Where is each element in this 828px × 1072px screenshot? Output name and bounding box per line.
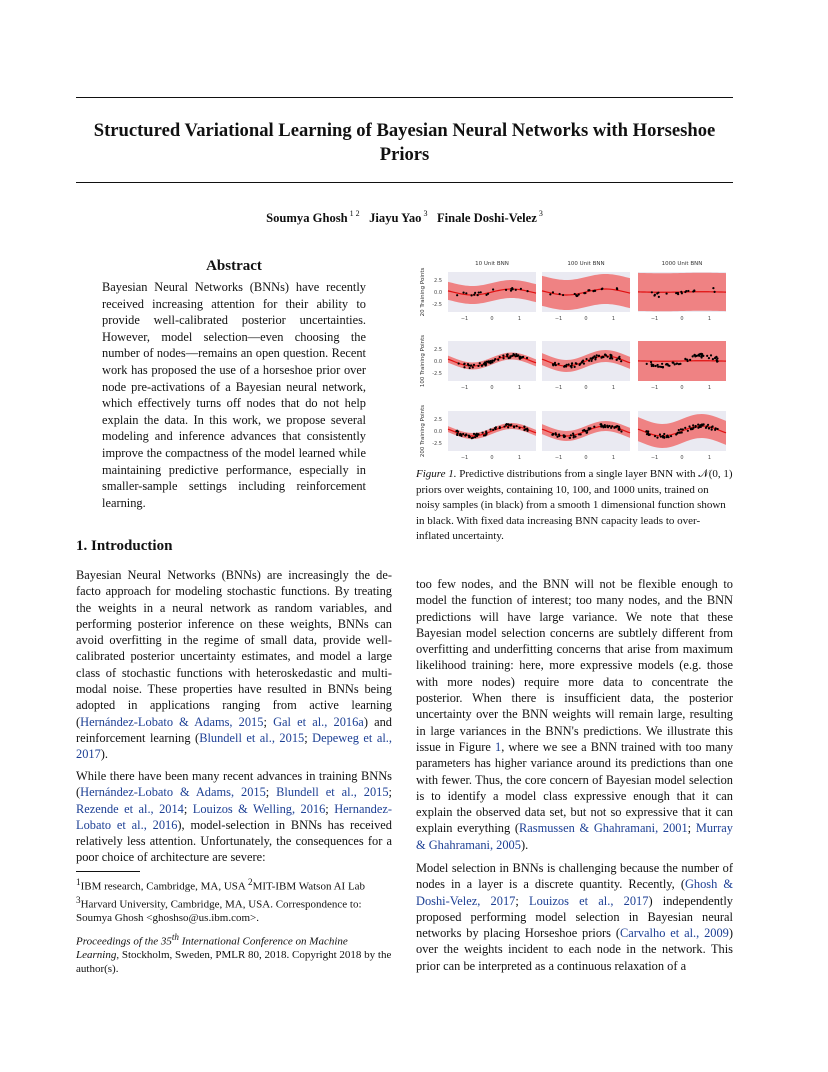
training-point <box>668 365 670 367</box>
training-point <box>595 356 597 358</box>
training-point <box>489 360 491 362</box>
training-point <box>472 366 474 368</box>
citation-link[interactable]: Ghosh & Doshi-Velez, 2017 <box>416 877 734 908</box>
intro-paragraph-2: While there have been many recent advances in training BNNs (Hernández-Lobato & Adams, 2015; Blundell et al., 2015; Rezende et al., 2014; Louizos & Welling, 2016; Hernandez-Lobato et al., 2016), model-selection in BNNs has received relatively less attention. Unfortunately, the consequences for a poor choice of architecture are severe: <box>76 769 392 865</box>
training-point <box>502 357 504 359</box>
training-point <box>684 358 686 360</box>
training-point <box>556 436 558 438</box>
training-point <box>714 357 716 359</box>
training-point <box>700 424 702 426</box>
training-point <box>658 296 660 298</box>
training-point <box>515 289 517 291</box>
x-tick-label: 0 <box>490 455 494 461</box>
training-point <box>523 426 525 428</box>
training-point <box>505 289 507 291</box>
training-point <box>651 291 653 293</box>
affiliation-footnote: $^1$IBM research, Cambridge, MA, USA $^2$MIT-IBM Watson AI Lab $^3$Harvard University, Cambridge, MA, USA. Correspondence to: Soumya Ghosh <ghoshso@us.ibm.com>. <box>76 877 366 925</box>
x-tick-label: 1 <box>707 455 712 461</box>
training-point <box>598 355 600 357</box>
training-point <box>573 436 575 438</box>
training-point <box>708 427 710 429</box>
author-name: Jiayu Yao <box>369 211 422 225</box>
training-point <box>462 433 464 435</box>
training-point <box>608 425 610 427</box>
training-point <box>586 429 588 431</box>
training-point <box>477 294 479 296</box>
training-point <box>700 356 702 358</box>
training-point <box>679 363 681 365</box>
training-point <box>465 433 467 435</box>
training-point <box>494 358 496 360</box>
citation-link[interactable]: Rasmussen & Ghahramani, 2001 <box>519 821 688 836</box>
training-point <box>509 424 511 426</box>
column-title: 10 Unit BNN <box>475 261 509 267</box>
training-point <box>476 435 478 437</box>
citation-link[interactable]: 1 <box>495 739 502 754</box>
training-point <box>463 363 465 365</box>
training-point <box>552 291 554 293</box>
abstract-heading: Abstract <box>206 258 262 274</box>
column-title: 1000 Unit BNN <box>661 261 703 267</box>
training-point <box>526 290 528 292</box>
training-point <box>678 429 680 431</box>
training-point <box>660 436 662 438</box>
training-point <box>665 363 667 365</box>
citation-link[interactable]: Blundell et al., 2015 <box>276 785 389 800</box>
training-point <box>563 436 565 438</box>
training-point <box>689 359 691 361</box>
training-point <box>712 358 714 360</box>
training-point <box>469 367 471 369</box>
training-point <box>590 360 592 362</box>
training-point <box>688 425 690 427</box>
training-point <box>562 294 564 296</box>
training-point <box>690 428 692 430</box>
training-point <box>518 427 520 429</box>
title-bottom-rule <box>76 182 733 183</box>
training-point <box>670 435 672 437</box>
training-point <box>570 434 572 436</box>
training-point <box>646 433 648 435</box>
training-point <box>618 356 620 358</box>
training-point <box>616 359 618 361</box>
footnote-rule <box>76 871 140 872</box>
training-point <box>602 426 604 428</box>
training-point <box>672 362 674 364</box>
training-point <box>589 357 591 359</box>
training-point <box>458 362 460 364</box>
training-point <box>654 435 656 437</box>
citation-link[interactable]: Depeweg et al., 2017 <box>76 730 393 762</box>
training-point <box>456 433 458 435</box>
training-point <box>506 423 508 425</box>
training-point <box>483 434 485 436</box>
training-point <box>513 354 515 356</box>
right-paragraph-2: Model selection in BNNs is challenging because the number of nodes in a layer is a discrete quantity. Recently, (Ghosh & Doshi-Velez, 2017; Louizos et al., 2017) independently proposed performing model selection in Bayesian neural networks by placing Horseshoe priors (Carvalho et al., 2009) over the weights incident to each node in the network. This prior can be interpreted as a continuous relaxation of a <box>416 861 734 973</box>
training-point <box>667 436 669 438</box>
training-point <box>591 357 593 359</box>
training-point <box>456 294 458 296</box>
training-point <box>614 426 616 428</box>
training-point <box>491 361 493 363</box>
training-point <box>579 363 581 365</box>
x-tick-label: −1 <box>554 316 563 322</box>
training-point <box>662 366 664 368</box>
training-point <box>485 294 487 296</box>
training-point <box>618 429 620 431</box>
training-point <box>486 361 488 363</box>
citation-link[interactable]: Carvalho et al., 2009 <box>619 926 729 941</box>
figure-1-svg <box>410 255 734 465</box>
x-tick-label: −1 <box>554 455 563 461</box>
training-point <box>695 425 697 427</box>
training-point <box>578 433 580 435</box>
y-tick-label: 2.5 <box>434 347 442 353</box>
training-point <box>697 427 699 429</box>
training-point <box>620 430 622 432</box>
training-point <box>687 290 689 292</box>
citation-link[interactable]: Hernandez-Lobato et al., 2016 <box>76 801 392 832</box>
x-tick-label: 1 <box>517 385 522 391</box>
training-point <box>474 436 476 438</box>
training-point <box>609 354 611 356</box>
training-point <box>516 425 518 427</box>
training-point <box>582 430 584 432</box>
citation-link[interactable]: Louizos & Welling, 2016 <box>192 801 326 816</box>
training-point <box>656 292 658 294</box>
training-point <box>485 363 487 365</box>
training-point <box>588 427 590 429</box>
x-tick-label: 0 <box>584 385 588 391</box>
training-point <box>710 354 712 356</box>
training-point <box>712 425 714 427</box>
training-point <box>526 357 528 359</box>
training-point <box>659 433 661 435</box>
training-point <box>681 292 683 294</box>
abstract-text: Bayesian Neural Networks (BNNs) have recently received increasing attention for their ability to provide well-calibrated posterior uncertainties. However, model selection—even choosing the number of nodes—remains an open question. Recent work has proposed the use of a horseshoe prior over node pre-activations of a Bayesian neural network, which effectively turns off nodes that do not help explain the data. In this work, we propose several modeling and inference advances that consistently improve the compactness of the model learned while maintaining predictive performance, especially in smaller-sample settings including reinforcement learning. <box>102 280 366 510</box>
proceedings-note: Proceedings of the 35th International Conference on Machine Learning, Stockholm, Sweden, PMLR 80, 2018. Copyright 2018 by the author(s). <box>76 932 392 975</box>
x-tick-label: −1 <box>650 455 659 461</box>
training-point <box>697 354 699 356</box>
training-point <box>481 365 483 367</box>
training-point <box>469 436 471 438</box>
x-tick-label: 1 <box>707 385 712 391</box>
paper-title: Structured Variational Learning of Bayesian Neural Networks with Horseshoe Priors <box>93 120 716 165</box>
x-tick-label: 0 <box>584 316 588 322</box>
training-point <box>457 431 459 433</box>
training-point <box>470 364 472 366</box>
training-point <box>675 292 677 294</box>
training-point <box>497 359 499 361</box>
training-point <box>677 293 679 295</box>
training-point <box>646 363 648 365</box>
training-point <box>716 359 718 361</box>
training-point <box>601 356 603 358</box>
y-tick-label: 0.0 <box>434 359 442 365</box>
training-point <box>467 363 469 365</box>
training-point <box>559 293 561 295</box>
training-point <box>656 436 658 438</box>
training-point <box>712 287 714 289</box>
citation-link[interactable]: Hernández-Lobato & Adams, 2015 <box>80 785 266 800</box>
training-point <box>652 364 654 366</box>
training-point <box>513 425 515 427</box>
training-point <box>478 291 480 293</box>
training-point <box>593 426 595 428</box>
training-point <box>574 366 576 368</box>
training-point <box>571 362 573 364</box>
citation-link[interactable]: Blundell et al., 2015 <box>199 730 305 745</box>
training-point <box>714 429 716 431</box>
training-point <box>610 427 612 429</box>
training-point <box>618 426 620 428</box>
training-point <box>585 358 587 360</box>
training-point <box>650 361 652 363</box>
x-tick-label: 1 <box>611 385 616 391</box>
training-point <box>706 355 708 357</box>
figure-1-caption: Figure 1. Predictive distributions from a single layer BNN with 𝒩(0, 1) priors over weights, containing 10, 100, and 1000 units, trained on noisy samples (in black) from a smooth 1 dimensional function shown in black. With fixed data increasing BNN capacity leads to over-inflated uncertainty. <box>416 468 733 542</box>
training-point <box>477 365 479 367</box>
training-point <box>687 430 689 432</box>
training-point <box>588 360 590 362</box>
training-point <box>554 362 556 364</box>
training-point <box>583 363 585 365</box>
row-label: 20 Training Points <box>420 267 426 317</box>
training-point <box>708 357 710 359</box>
author-name: Soumya Ghosh <box>266 211 348 225</box>
citation-link[interactable]: Hernández-Lobato & Adams, 2015 <box>80 714 264 729</box>
training-point <box>470 294 472 296</box>
training-point <box>717 428 719 430</box>
x-tick-label: 1 <box>707 316 712 322</box>
training-point <box>684 427 686 429</box>
x-tick-label: −1 <box>650 385 659 391</box>
training-point <box>616 287 618 289</box>
x-tick-label: 0 <box>680 316 684 322</box>
author-name: Finale Doshi-Velez <box>436 211 537 225</box>
training-point <box>519 357 521 359</box>
training-point <box>586 432 588 434</box>
training-point <box>686 360 688 362</box>
training-point <box>568 363 570 365</box>
training-point <box>474 292 476 294</box>
x-tick-label: 0 <box>680 455 684 461</box>
x-tick-label: −1 <box>460 385 469 391</box>
citation-link[interactable]: Gal et al., 2016a <box>273 714 364 729</box>
training-point <box>485 433 487 435</box>
training-point <box>506 354 508 356</box>
row-label: 100 Training Points <box>420 334 426 388</box>
y-tick-label: 2.5 <box>434 278 442 284</box>
training-point <box>663 433 665 435</box>
training-point <box>619 358 621 360</box>
training-point <box>552 364 554 366</box>
title-top-rule <box>76 97 733 98</box>
training-point <box>480 291 482 293</box>
training-point <box>465 292 467 294</box>
training-point <box>711 429 713 431</box>
training-point <box>620 360 622 362</box>
training-point <box>594 358 596 360</box>
figure-1-predictive-grid <box>410 255 734 465</box>
x-tick-label: −1 <box>554 385 563 391</box>
y-tick-label: 2.5 <box>434 417 442 423</box>
training-point <box>655 365 657 367</box>
training-point <box>702 355 704 357</box>
training-point <box>481 432 483 434</box>
citation-link[interactable]: Rezende et al., 2014 <box>76 801 184 816</box>
citation-link[interactable]: Louizos et al., 2017 <box>529 893 649 908</box>
training-point <box>604 353 606 355</box>
training-point <box>662 436 664 438</box>
author-list: Soumya Ghosh $^{1 2}$ Jiayu Yao $^3$ Finale Doshi-Velez $^3$ <box>266 209 543 225</box>
intro-paragraph-1: Bayesian Neural Networks (BNNs) are increasingly the de-facto approach for modeling stochastic functions. By treating the weights in a neural network as random variables, and performing posterior inference on these weights, BNNs can avoid overfitting in the regime of small data, provide well-calibrated posterior uncertainty estimates, and model a large class of stochastic functions with heteroskedastic and multi-modal noise. These properties have resulted in BNNs being adopted in applications ranging from active learning (Hernández-Lobato & Adams, 2015; Gal et al., 2016a) and reinforcement learning (Blundell et al., 2015; Depeweg et al., 2017). <box>76 568 393 762</box>
column-title: 100 Unit BNN <box>567 261 605 267</box>
training-point <box>503 425 505 427</box>
x-tick-label: 1 <box>517 455 522 461</box>
training-point <box>576 295 578 297</box>
right-paragraph-1: too few nodes, and the BNN will not be flexible enough to model the function of interest; too many nodes, and the BNN predictions will have large variance. We note that these Bayesian model selection concerns are subtlely different from overfitting and underfitting concerns that arise from maximum likelihood training: here, more expressive models (e.g. those with more nodes) require more data to concentrate the posterior. When there is insufficient data, the posterior uncertainty over the BNN weights will remain large, resulting in large variances in the BNN's predictions. We illustrate this issue in Figure 1, where we see a BNN trained with too many parameters has higher variance around its predictions than one with fewer. Thus, the core concern of Bayesian model selection is to identify a model class expressive enough that it can explain the observed data set, but not so expressive that it can explain everything (Rasmussen & Ghahramani, 2001; Murray & Ghahramani, 2005). <box>416 577 734 852</box>
training-point <box>596 354 598 356</box>
training-point <box>472 437 474 439</box>
training-point <box>552 433 554 435</box>
training-point <box>575 363 577 365</box>
training-point <box>520 288 522 290</box>
training-point <box>570 365 572 367</box>
training-point <box>656 364 658 366</box>
x-tick-label: 0 <box>490 316 494 322</box>
training-point <box>682 428 684 430</box>
training-point <box>604 424 606 426</box>
training-point <box>499 427 501 429</box>
training-point <box>706 425 708 427</box>
training-point <box>507 426 509 428</box>
y-tick-label: 0.0 <box>434 290 442 296</box>
training-point <box>473 364 475 366</box>
training-point <box>600 424 602 426</box>
training-point <box>693 289 695 291</box>
training-point <box>713 291 715 293</box>
x-tick-label: 0 <box>584 455 588 461</box>
training-point <box>692 427 694 429</box>
training-point <box>681 431 683 433</box>
training-point <box>460 435 462 437</box>
citation-link[interactable]: Murray & Ghahramani, 2005 <box>416 821 733 852</box>
training-point <box>692 424 694 426</box>
row-label: 200 Training Points <box>420 404 426 458</box>
training-point <box>555 432 557 434</box>
training-point <box>463 366 465 368</box>
training-point <box>569 437 571 439</box>
training-point <box>601 288 603 290</box>
training-point <box>558 363 560 365</box>
y-tick-label: -2.5 <box>432 302 442 308</box>
training-point <box>677 432 679 434</box>
y-tick-label: -2.5 <box>432 371 442 377</box>
training-point <box>499 356 501 358</box>
x-tick-label: −1 <box>650 316 659 322</box>
training-point <box>473 294 475 296</box>
x-tick-label: −1 <box>460 316 469 322</box>
training-point <box>581 360 583 362</box>
training-point <box>492 429 494 431</box>
training-point <box>661 363 663 365</box>
x-tick-label: −1 <box>460 455 469 461</box>
x-tick-label: 1 <box>611 316 616 322</box>
training-point <box>485 430 487 432</box>
training-point <box>647 430 649 432</box>
x-tick-label: 1 <box>611 455 616 461</box>
x-tick-label: 1 <box>517 316 522 322</box>
y-tick-label: -2.5 <box>432 441 442 447</box>
y-tick-label: 0.0 <box>434 429 442 435</box>
training-point <box>565 365 567 367</box>
training-point <box>573 434 575 436</box>
training-point <box>524 428 526 430</box>
training-point <box>512 288 514 290</box>
training-point <box>588 289 590 291</box>
training-point <box>594 290 596 292</box>
training-point <box>558 433 560 435</box>
training-point <box>549 293 551 295</box>
training-point <box>684 291 686 293</box>
x-tick-label: 0 <box>680 385 684 391</box>
training-point <box>526 430 528 432</box>
training-point <box>494 428 496 430</box>
training-point <box>479 362 481 364</box>
training-point <box>659 366 661 368</box>
training-point <box>555 364 557 366</box>
caption-label: Figure 1. <box>416 468 457 480</box>
training-point <box>700 353 702 355</box>
training-point <box>692 355 694 357</box>
training-point <box>462 292 464 294</box>
training-point <box>583 292 585 294</box>
training-point <box>697 423 699 425</box>
section-heading-introduction: 1. Introduction <box>76 538 173 554</box>
training-point <box>492 288 494 290</box>
training-point <box>654 294 656 296</box>
training-point <box>604 426 606 428</box>
x-tick-label: 0 <box>490 385 494 391</box>
training-point <box>665 292 667 294</box>
training-point <box>522 356 524 358</box>
training-point <box>502 355 504 357</box>
training-point <box>675 363 677 365</box>
training-point <box>694 355 696 357</box>
caption-prior: 𝒩(0, 1) <box>698 468 733 480</box>
training-point <box>489 428 491 430</box>
training-point <box>515 353 517 355</box>
